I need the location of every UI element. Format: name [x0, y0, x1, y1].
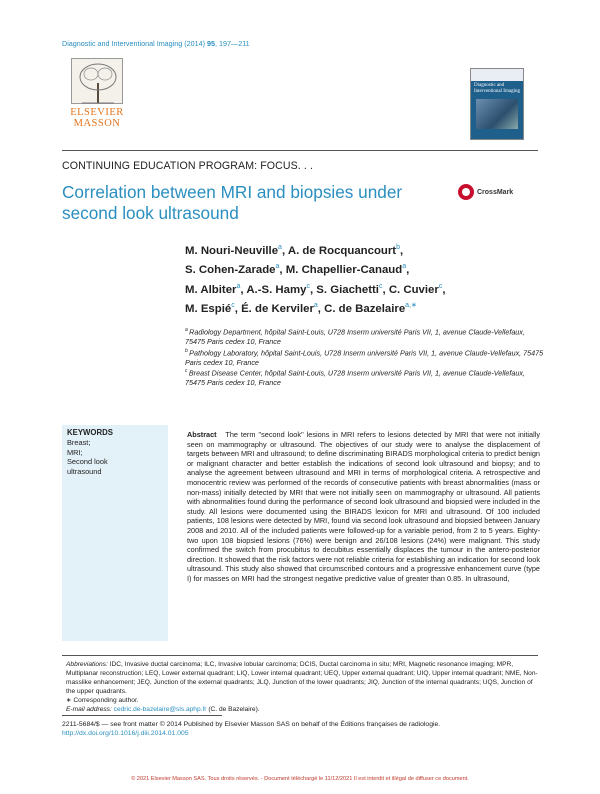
keyword-item: Breast;	[67, 438, 91, 447]
footnotes	[62, 660, 538, 714]
abbreviations-text: IDC, Invasive ductal carcinoma; ILC, Invasive lobular carcinoma; DCIS, Ductal carcinoma in situ; MRI, Magnetic resonance imaging; MPR, Multiplanar reconstruction; LEQ, Lower external quadrant; LIQ, Lower internal quadrant; UEQ, Upper external quadrant; UIQ, Upper internal quadrant; NME, Non-masslike enhancement; JEQ, Junction of the external quadrants; JLQ, Junction of the lower quadrants; JIQ, Junction of the internal quadrants; UQS, Junction of the upper quadrants.	[66, 661, 538, 695]
author-name: M. Chapellier-Canaud	[285, 264, 403, 277]
elsevier-brand-text: ELSEVIER MASSON	[70, 107, 124, 129]
download-watermark: © 2021 Elsevier Masson SAS. Tous droits réservés. - Document téléchargé le 11/12/2021 Il est interdit et illégal de diffuser ce document.	[131, 776, 469, 782]
crossmark-button[interactable]	[458, 184, 513, 200]
author-name: S. Giachetti	[316, 283, 379, 296]
elsevier-logo	[62, 58, 132, 132]
author-name: A. de Rocquancourt	[287, 244, 397, 257]
keyword-item: ultrasound	[67, 466, 102, 476]
author-name: M. Albiter	[185, 283, 237, 296]
abstract-label: Abstract	[187, 430, 217, 439]
abstract	[187, 430, 540, 584]
author-name: S. Cohen-Zarade	[185, 264, 276, 277]
author-list: M. Nouri-Neuville$^a$, A. de Rocquancourt$^b$, S. Cohen-Zarade$^a$, M. Chapellier-Canaud$^a$, M. Albiter$^a$, A.-S. Hamy$^c$, S. Giachetti$^c$, C. Cuvier$^c$, M. Espié$^c$, É. de Kerviler$^a$, C. de Bazelaire$^{a,∗}$	[185, 244, 446, 315]
journal-cover-image	[470, 68, 524, 140]
author-affiliation-marker[interactable]: a,∗	[405, 301, 417, 309]
journal-citation	[62, 39, 250, 48]
email-label: E-mail address:	[66, 706, 112, 713]
author-affiliation-marker[interactable]: c	[378, 282, 383, 290]
author-affiliation-marker[interactable]: a	[402, 263, 407, 271]
author-name: C. de Bazelaire	[324, 302, 406, 315]
email-link[interactable]: cedric.de-bazelaire@sls.aphp.fr	[113, 706, 207, 713]
crossmark-icon	[458, 184, 474, 200]
author-affiliation-marker[interactable]: a	[275, 263, 280, 271]
author-affiliation-marker[interactable]: a	[278, 244, 282, 251]
author-affiliation-marker[interactable]: c	[438, 282, 443, 290]
doi-link[interactable]: http://dx.doi.org/10.1016/j.diii.2014.01.005	[62, 730, 189, 738]
journal-pages: , 197—211	[215, 39, 250, 48]
abstract-text: The term ''second look'' lesions in MRI refers to lesions detected by MRI that were not initially seen on mammography or ultrasound. The objectives of our study were to analyse the displacement of targets between MRI and ultrasound; to define discriminating BIRADS morphological criteria to predict benign or malignant character and better establish the indications of second look ultrasound and biopsy; and to analyse the agreement between ultrasound and MRI in terms of morphological criteria. A retrospective and monocentric review was performed of the records of consecutive patients with breast abnormalities (mass or non-mass) initially detected by MRI that were not initially seen on mammography or ultrasound. All patients with abnormalities found during the performance of second look ultrasound and biopsied were included in the study. All lesions were documented using the BIRADS lexicon for MRI and ultrasound. Of 100 included patients, 108 lesions were detected by MRI, found via second look ultrasound and biopsied between January 2008 and 2010. All of the included patients were followed-up for a variable period, from 2 to 5 years. Eighty-two upon 108 biopsied lesions (76%) were benign and 26/108 lesions (24%) were malignant. This study confirmed the switch from procubitus to decubitus essentially displaces the tumour in the antero-posterior direction. It showed that the risk factors were not reliable criteria for establishing an indication for second look ultrasound. This study also showed that circumscribed contours and a progressive enhancement curve (type I) for masses on MRI had the strongest negative predictive value of greater than 0.85. In ultrasound,	[187, 430, 540, 583]
author-affiliation-marker[interactable]: a	[313, 301, 318, 309]
author-affiliation-marker[interactable]: b	[396, 244, 400, 251]
email-line	[62, 705, 538, 714]
keyword-item: Second look	[67, 457, 108, 466]
corresponding-author: ∗ Corresponding author.	[66, 697, 139, 704]
author-affiliation-marker[interactable]: a	[236, 282, 241, 290]
affiliation-item: $^a$ Radiology Department, hôpital Saint-Louis, U728 Inserm université Paris VII, 1, avenue Claude-Vellefaux, 75475 Paris cedex 10, France	[185, 327, 525, 346]
article-title: Correlation between MRI and biopsies under second look ultrasound	[62, 182, 403, 223]
affiliation-list	[185, 326, 545, 388]
footnote-divider	[62, 655, 538, 656]
abbreviations-footnote	[62, 660, 538, 696]
affiliation-item: $^c$ Breast Disease Center, hôpital Saint-Louis, U728 Inserm université Paris VII, 1, avenue Claude-Vellefaux, 75475 Paris cedex 10, France	[185, 368, 526, 388]
crossmark-label: CrossMark	[477, 188, 514, 196]
author-name: C. Cuvier	[388, 283, 439, 296]
abbreviations-label: Abbreviations:	[66, 661, 108, 668]
author-affiliation-marker[interactable]: c	[306, 282, 310, 290]
author-name: M. Espié	[185, 302, 232, 315]
email-suffix: (C. de Bazelaire).	[206, 706, 260, 713]
author-name: M. Nouri-Neuville	[185, 244, 279, 257]
journal-volume: 95	[207, 39, 216, 48]
copyright-divider	[62, 715, 222, 716]
copyright-block	[62, 720, 440, 738]
cover-title: Diagnostic and Interventional Imaging	[474, 83, 520, 94]
journal-name: Diagnostic and Interventional Imaging (2014)	[62, 39, 206, 48]
author-name: É. de Kerviler	[241, 302, 314, 315]
keywords-box	[62, 425, 168, 641]
affiliation-item: $^b$ Pathology Laboratory, hôpital Saint-Louis, U728 Inserm université Paris VII, 1, avenue Claude-Vellefaux, 75475 Paris cedex 10, France	[185, 347, 544, 367]
keyword-item: MRI;	[67, 447, 83, 457]
author-affiliation-marker[interactable]: c	[231, 301, 235, 309]
keywords-heading: KEYWORDS	[67, 428, 113, 437]
section-label: CONTINUING EDUCATION PROGRAM: FOCUS. . .	[62, 160, 313, 172]
copyright-line: 2211-5684/$ — see front matter © 2014 Published by Elsevier Masson SAS on behalf of the Éditions françaises de radiologie.	[62, 721, 441, 728]
author-name: A.-S. Hamy	[246, 283, 307, 296]
header-divider	[62, 150, 538, 151]
elsevier-tree-icon	[71, 58, 123, 104]
